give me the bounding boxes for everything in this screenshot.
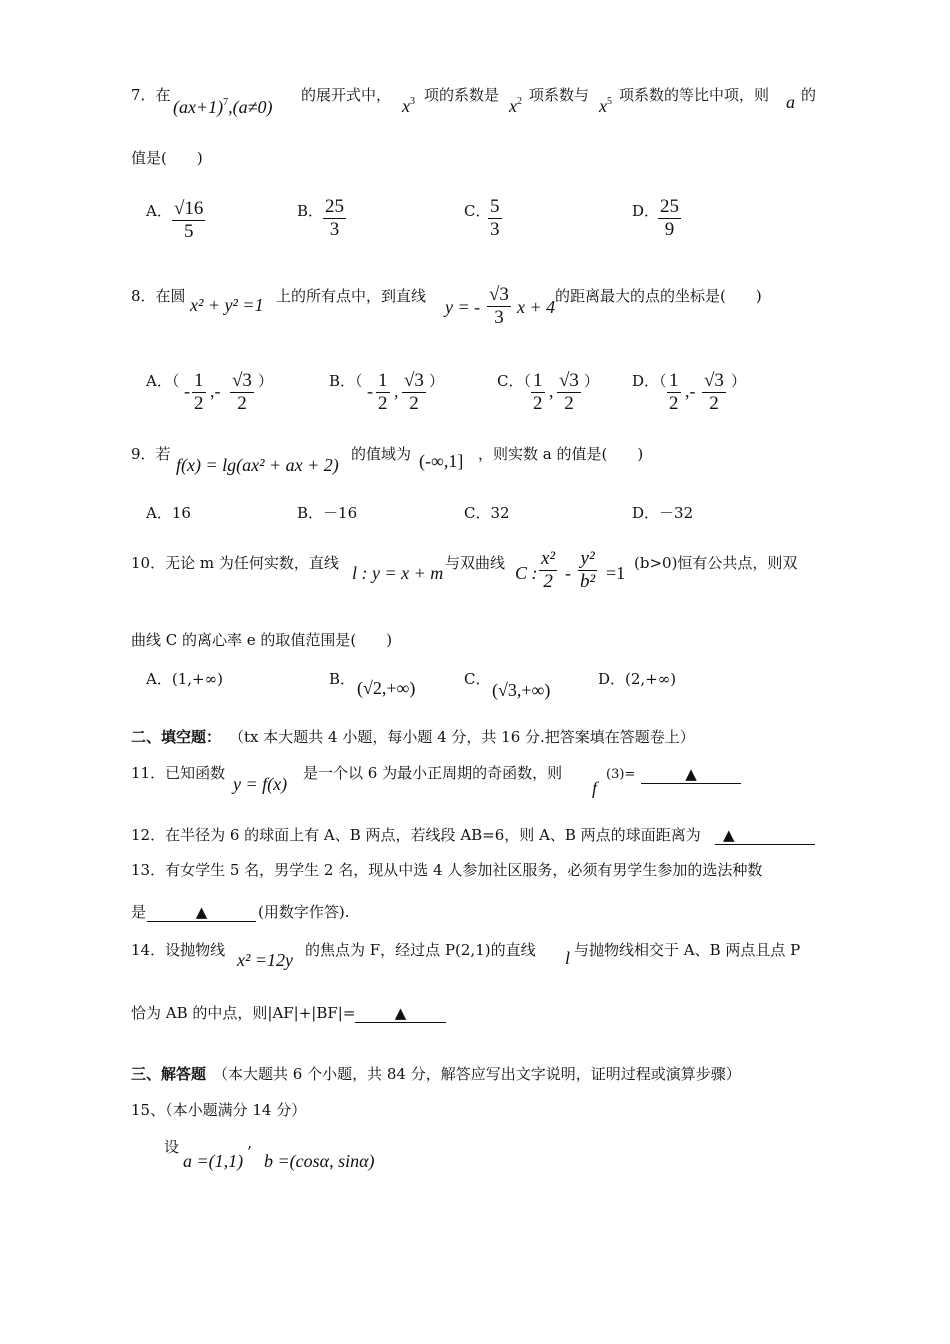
q11-function: y = f(x) [233, 774, 288, 794]
q7-option-d-fraction: $\frac{25}{9}$ [660, 196, 679, 240]
q13-post: (用数字作答). [258, 903, 350, 921]
q8-line-rest: x + 4 [517, 297, 556, 317]
q10-text: 与双曲线 [445, 554, 506, 572]
q14-text: 的焦点为 F，经过点 P(2,1)的直线 [305, 941, 536, 959]
q11-f: f [592, 778, 598, 798]
q14-parabola: x² =12y [237, 950, 294, 970]
q8-option-c-sep: , [549, 381, 554, 401]
section-3-description: （本大题共 6 个小题，共 84 分，解答应写出文字说明，证明过程或演算步骤） [213, 1065, 741, 1083]
q8-option-b-label: B．（ [329, 372, 363, 390]
q13-pre: 是 [131, 903, 147, 921]
q8-option-b-sep: , [394, 381, 399, 401]
q15-vector-b: b =(cosα, sinα) [264, 1151, 375, 1171]
q9-option-a: A．16 [146, 504, 191, 522]
q8-option-a-label: A．（ [146, 372, 180, 390]
q10-curve-lhs: C : [515, 563, 538, 583]
q10-equals: =1 [606, 563, 626, 583]
q10-line-equation: l : y = x + m [352, 563, 444, 583]
q11-text: 是一个以 6 为最小正周期的奇函数，则 [303, 764, 563, 782]
q14-text-start: 14．设抛物线 [131, 941, 226, 959]
q7-option-d-label: D． [632, 202, 660, 220]
q8-option-c-x: $\frac{1}{2}$ [533, 370, 543, 414]
q9-text: 的值域为 [351, 445, 412, 463]
q10-option-c-value: (√3,+∞) [492, 680, 551, 700]
q8-option-d-y: $\frac{√3}{2}$ [704, 370, 724, 414]
q9-option-b: B．－16 [297, 504, 358, 522]
q7-option-b-fraction: $\frac{25}{3}$ [325, 196, 344, 240]
q10-option-c-label: C． [464, 670, 491, 688]
q7-a: a [786, 92, 795, 112]
q7-expression: $(ax+1)^7,(a\ne 0)$ [173, 97, 273, 117]
q7-option-a-label: A． [146, 202, 172, 220]
q10-line2: 曲线 C 的离心率 e 的取值范围是( ) [131, 631, 393, 649]
q11-text-start: 11．已知函数 [131, 764, 226, 782]
q13-line1: 13．有女学生 5 名，男学生 2 名，现从中选 4 人参加社区服务，必须有男学生参加的选法种数 [131, 861, 763, 879]
q8-option-a-sep: ,- [210, 381, 221, 401]
q10-option-b-label: B． [329, 670, 356, 688]
q14-answer-blank: ▲ [355, 1004, 446, 1023]
q10-fraction-y: $\frac{\text{y²}}{\text{b²}}$ [580, 548, 596, 592]
section-2-title: 二、填空题： [131, 728, 222, 746]
q8-line-slope: $\frac{√3}{3}$ [489, 284, 509, 328]
q7-text: 项系数的等比中项，则 [619, 86, 770, 104]
q7-text-start: 7．在 [131, 86, 171, 104]
q7-line2: 值是( ) [131, 149, 203, 167]
q9-function: f(x) = lg(ax² + ax + 2) [176, 455, 339, 475]
q8-circle-equation: x² + y² =1 [190, 295, 264, 315]
q15-separator: ’ [247, 1143, 252, 1161]
q7-text-end: 的 [801, 86, 817, 104]
q10-option-a: A．(1,+∞) [146, 670, 223, 688]
q8-option-c-y: $\frac{√3}{2}$ [559, 370, 579, 414]
q8-text-end: 的距离最大的点的坐标是( ) [555, 287, 762, 305]
q11-argument: (3)= [606, 767, 636, 782]
q13-answer-blank: ▲ [147, 903, 256, 922]
q7-x3: $x^3$ [402, 96, 415, 116]
q8-option-b-sign: - [367, 381, 373, 401]
q8-option-c-label: C．（ [497, 372, 531, 390]
q7-text: 的展开式中， [301, 86, 392, 104]
q8-option-a-sign: - [184, 381, 190, 401]
section-3-title: 三、解答题 [131, 1065, 207, 1083]
q9-text-start: 9．若 [131, 445, 171, 463]
q8-option-a-y: $\frac{√3}{2}$ [232, 370, 252, 414]
q8-option-d-label: D．（ [632, 372, 667, 390]
section-2-description: （tx 本大题共 4 小题，每小题 4 分，共 16 分.把答案填在答题卷上） [229, 728, 695, 746]
q7-text: 项的系数是 [424, 86, 500, 104]
q8-text: 上的所有点中，到直线 [276, 287, 427, 305]
q7-option-b-label: B． [297, 202, 324, 220]
q8-option-a-close: ） [258, 372, 274, 390]
q8-option-b-close: ） [429, 372, 445, 390]
q8-option-b-x: $\frac{1}{2}$ [378, 370, 388, 414]
q8-option-d-x: $\frac{1}{2}$ [669, 370, 679, 414]
q7-text: 项系数与 [529, 86, 590, 104]
q9-range: (-∞,1] [419, 451, 464, 471]
q9-option-c: C．32 [464, 504, 510, 522]
q8-option-d-sep: ,- [685, 381, 696, 401]
q8-option-b-y: $\frac{√3}{2}$ [404, 370, 424, 414]
q7-x2: $x^2$ [509, 96, 522, 116]
q8-option-d-close: ） [731, 372, 747, 390]
q7-x5: $x^5$ [599, 96, 612, 116]
q12-answer-blank: ▲ [715, 826, 815, 845]
q14-text-end: 与抛物线相交于 A、B 两点且点 P [574, 941, 801, 959]
q7-option-c-label: C． [464, 202, 491, 220]
q9-option-d: D．－32 [632, 504, 694, 522]
q7-option-a-fraction: $\frac{√16}{5}$ [174, 198, 204, 242]
q8-option-a-x: $\frac{1}{2}$ [194, 370, 204, 414]
q8-line-lhs: y = - [445, 297, 481, 317]
q9-text-end: ，则实数 a 的值是( ) [478, 445, 644, 463]
q15-pre: 设 [164, 1138, 180, 1156]
q11-answer-blank: ▲ [641, 765, 741, 784]
q10-text-start: 10．无论 m 为任何实数，直线 [131, 554, 339, 572]
q10-text-end: (b>0)恒有公共点，则双 [634, 554, 798, 572]
q14-line2: 恰为 AB 的中点，则|AF|+|BF|= [131, 1004, 356, 1022]
q10-minus: - [565, 563, 571, 583]
q10-option-d: D．(2,+∞) [598, 670, 677, 688]
q14-l: l [565, 948, 571, 968]
q10-option-b-value: (√2,+∞) [357, 678, 416, 698]
q10-fraction-x: $\frac{\text{x²}}{2}$ [541, 548, 556, 592]
q8-option-c-close: ） [584, 372, 600, 390]
q8-text-start: 8．在圆 [131, 287, 186, 305]
q15-header: 15、（本小题满分 14 分） [131, 1101, 307, 1119]
q12-text: 12．在半径为 6 的球面上有 A、B 两点，若线段 AB=6，则 A、B 两点的球面距离为 [131, 826, 701, 844]
q15-vector-a: a =(1,1) [183, 1151, 244, 1171]
q7-option-c-fraction: $\frac{5}{3}$ [490, 196, 500, 240]
